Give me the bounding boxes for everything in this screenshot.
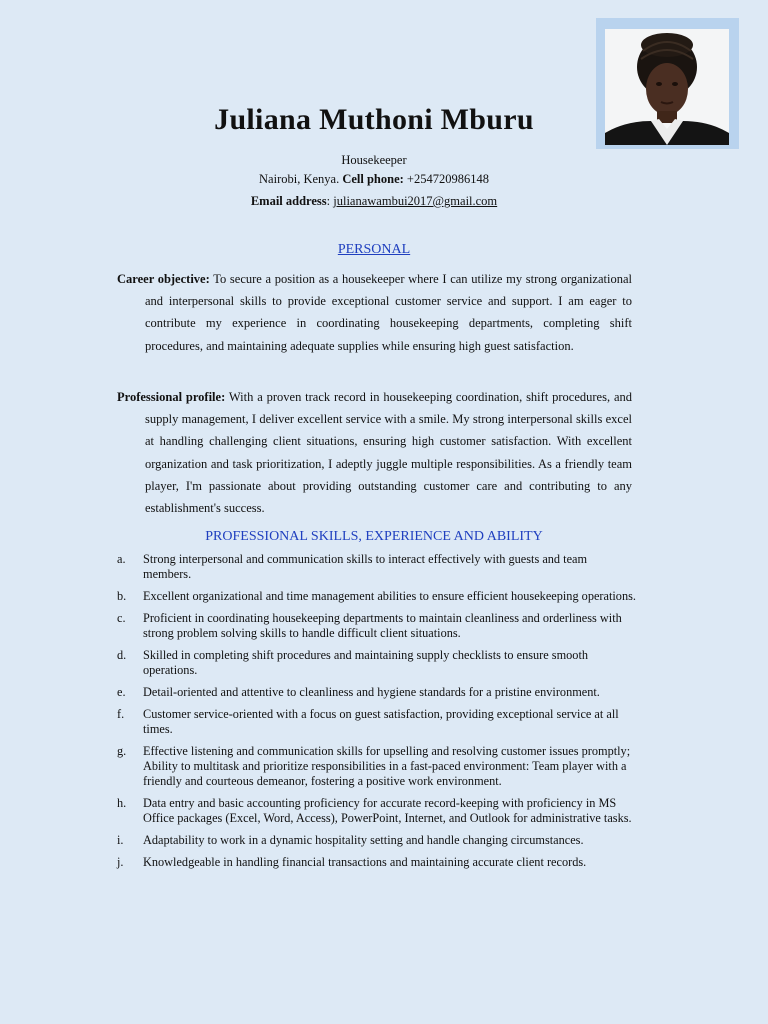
list-item-text: Knowledgeable in handling financial transactions and maintaining accurate client records. (143, 855, 587, 869)
list-marker: g. (117, 744, 127, 758)
list-item-text: Effective listening and communication skills for upselling and resolving customer issues promptly; Ability to multitask and prioritize responsibilities in a fast-paced environment: Team player with a friendly and courteous demeanor, fostering a positive work environment. (143, 744, 631, 788)
list-marker: e. (117, 685, 126, 699)
list-item-text: Data entry and basic accounting proficiency for accurate record-keeping with proficiency in MS Office packages (Excel, Word, Access), PowerPoint, Internet, and Outlook for administrative tasks. (143, 796, 632, 825)
list-marker: h. (117, 796, 127, 810)
list-item (117, 744, 637, 789)
job-title: Housekeeper (341, 153, 407, 167)
skills-list (117, 552, 637, 877)
list-item (117, 648, 637, 678)
email-link[interactable]: julianawambui2017@gmail.com (333, 194, 498, 208)
section-title-skills: PROFESSIONAL SKILLS, EXPERIENCE AND ABILITY (205, 529, 543, 544)
career-objective-text: To secure a position as a housekeeper where I can utilize my strong organizational and interpersonal skills to provide exceptional customer service and support. I am eager to contribute my experience in coordinating housekeeping departments, completing shift procedures, and maintaining adequate supplies while ensuring high guest satisfaction. (145, 272, 632, 353)
list-marker: a. (117, 552, 126, 566)
list-item-text: Excellent organizational and time management abilities to ensure efficient housekeeping operations. (143, 589, 636, 603)
list-item (117, 855, 637, 870)
contact-line (0, 172, 748, 187)
list-item-text: Skilled in completing shift procedures and maintaining supply checklists to ensure smooth operations. (143, 648, 589, 677)
list-marker: b. (117, 589, 127, 603)
list-marker: j. (117, 855, 124, 869)
candidate-name: Juliana Muthoni Mburu (214, 103, 534, 136)
section-title-personal: PERSONAL (337, 242, 411, 257)
phone-number: +254720986148 (406, 172, 489, 186)
list-item (117, 589, 637, 604)
list-marker: i. (117, 833, 124, 847)
location: Nairobi, Kenya. (259, 172, 340, 186)
email-line: Email address: julianawambui2017@gmail.com (250, 194, 498, 208)
list-item (117, 552, 637, 582)
list-item (117, 707, 637, 737)
career-objective (117, 268, 632, 357)
career-objective-label: Career objective: (117, 272, 210, 286)
email-label: Email address (250, 194, 327, 208)
list-item (117, 685, 637, 700)
list-marker: f. (117, 707, 125, 721)
phone-label: Cell phone: (342, 172, 404, 186)
list-marker: c. (117, 611, 126, 625)
list-marker: d. (117, 648, 127, 662)
list-item-text: Adaptability to work in a dynamic hospitality setting and handle changing circumstances. (143, 833, 584, 847)
professional-profile-text: With a proven track record in housekeeping coordination, shift procedures, and supply management, I deliver excellent service with a smile. My strong interpersonal skills excel at handling challenging client situations, ensuring high customer satisfaction. With excellent organization and task prioritization, I adeptly juggle multiple responsibilities. As a friendly team player, I'm passionate about providing outstanding customer care and contributing to any establishment's success. (145, 390, 632, 516)
list-item-text: Strong interpersonal and communication skills to interact effectively with guests and team members. (143, 552, 588, 581)
professional-profile-label: Professional profile: (117, 390, 226, 404)
list-item-text: Proficient in coordinating housekeeping departments to maintain cleanliness and orderliness with strong problem solving skills to handle difficult client situations. (143, 611, 622, 640)
list-item (117, 796, 637, 826)
list-item-text: Customer service-oriented with a focus on guest satisfaction, providing exceptional service at all times. (143, 707, 619, 736)
list-item (117, 611, 637, 641)
professional-profile (117, 386, 632, 519)
list-item-text: Detail-oriented and attentive to cleanliness and hygiene standards for a pristine environment. (143, 685, 600, 699)
list-item (117, 833, 637, 848)
